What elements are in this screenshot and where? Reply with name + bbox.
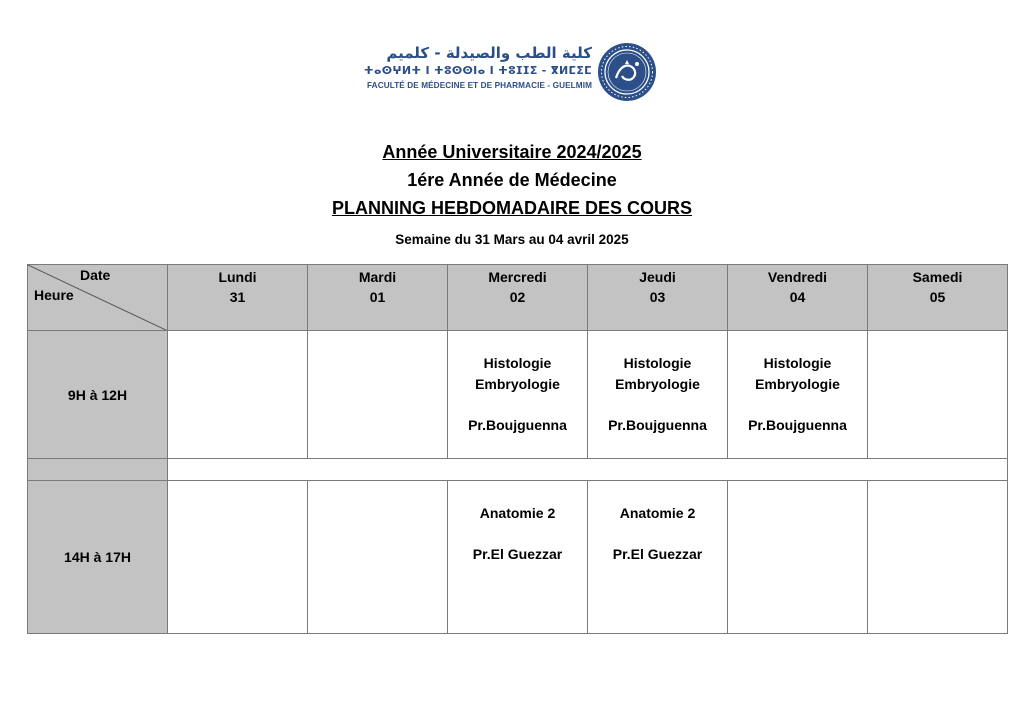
schedule-cell-course xyxy=(448,331,588,459)
date-heure-corner xyxy=(28,265,168,331)
course-name-line2: Embryologie xyxy=(475,376,560,392)
day-date: 01 xyxy=(369,289,386,305)
schedule-cell-empty xyxy=(308,331,448,459)
day-date: 04 xyxy=(789,289,806,305)
schedule-cell-empty xyxy=(868,331,1008,459)
faculty-name-tifinagh: ⵜⴰⵙⵖⵍⵜ ⵏ ⵜⵓⵙⵙⵏⴰ ⵏ ⵜⵓⵊⵊⵉ - ⴳⵍⵎⵉⵎ xyxy=(363,64,592,77)
course-entry xyxy=(588,481,727,565)
day-date: 03 xyxy=(649,289,666,305)
day-header-mardi xyxy=(308,265,448,331)
week-range: Semaine du 31 Mars au 04 avril 2025 xyxy=(395,232,629,247)
professor-name: Pr.El Guezzar xyxy=(472,546,563,562)
course-entry xyxy=(448,481,587,565)
day-name: Vendredi xyxy=(767,269,828,285)
schedule-cell-course xyxy=(448,481,588,634)
course-name: Histologie xyxy=(623,355,692,371)
course-name-line2: Embryologie xyxy=(755,376,840,392)
faculty-logo xyxy=(360,40,660,102)
afternoon-slot-row xyxy=(28,481,1008,634)
day-date: 05 xyxy=(929,289,946,305)
course-entry xyxy=(448,331,587,436)
schedule-cell-course xyxy=(588,481,728,634)
faculty-name-arabic: كلية الطب والصيدلة - كلميم xyxy=(386,44,592,62)
academic-year-title: Année Universitaire 2024/2025 xyxy=(382,142,642,162)
planning-title: PLANNING HEBDOMADAIRE DES COURS xyxy=(331,198,693,218)
course-entry xyxy=(588,331,727,436)
day-date: 02 xyxy=(509,289,526,305)
professor-name: Pr.El Guezzar xyxy=(612,546,703,562)
faculty-name-block xyxy=(360,44,592,93)
day-header-samedi xyxy=(868,265,1008,331)
course-name: Histologie xyxy=(763,355,832,371)
course-name: Histologie xyxy=(483,355,552,371)
weekly-schedule-table xyxy=(27,264,1008,634)
schedule-cell-empty xyxy=(868,481,1008,634)
professor-name: Pr.Boujguenna xyxy=(608,417,707,433)
corner-date-label: Date xyxy=(80,267,111,283)
time-slot-label: 9H à 12H xyxy=(28,331,168,459)
course-name: Anatomie 2 xyxy=(479,505,556,521)
time-slot-label: 14H à 17H xyxy=(28,481,168,634)
schedule-cell-empty xyxy=(168,331,308,459)
day-name: Lundi xyxy=(218,269,257,285)
corner-heure-label: Heure xyxy=(34,287,74,303)
course-name: Anatomie 2 xyxy=(619,505,696,521)
course-name-line2: Embryologie xyxy=(615,376,700,392)
day-header-lundi xyxy=(168,265,308,331)
day-header-vendredi xyxy=(728,265,868,331)
break-label-cell xyxy=(28,459,168,481)
day-name: Mercredi xyxy=(488,269,547,285)
day-date: 31 xyxy=(229,289,246,305)
university-seal-icon xyxy=(597,42,657,102)
schedule-cell-course xyxy=(588,331,728,459)
day-name: Samedi xyxy=(912,269,963,285)
day-name: Mardi xyxy=(358,269,397,285)
professor-name: Pr.Boujguenna xyxy=(468,417,567,433)
study-level-title: 1ére Année de Médecine xyxy=(407,170,617,190)
schedule-cell-empty xyxy=(308,481,448,634)
course-entry xyxy=(728,331,867,436)
day-header-jeudi xyxy=(588,265,728,331)
schedule-cell-empty xyxy=(168,481,308,634)
days-header-row xyxy=(28,265,1008,331)
schedule-cell-empty xyxy=(728,481,868,634)
day-header-mercredi xyxy=(448,265,588,331)
professor-name: Pr.Boujguenna xyxy=(748,417,847,433)
lunch-break-row xyxy=(28,459,1008,481)
day-name: Jeudi xyxy=(639,269,676,285)
faculty-name-french: FACULTÉ DE MÉDECINE ET DE PHARMACIE - GUELMIM xyxy=(367,81,592,90)
morning-slot-row xyxy=(28,331,1008,459)
document-titles xyxy=(0,138,1024,222)
schedule-cell-course xyxy=(728,331,868,459)
break-cell xyxy=(168,459,1008,481)
